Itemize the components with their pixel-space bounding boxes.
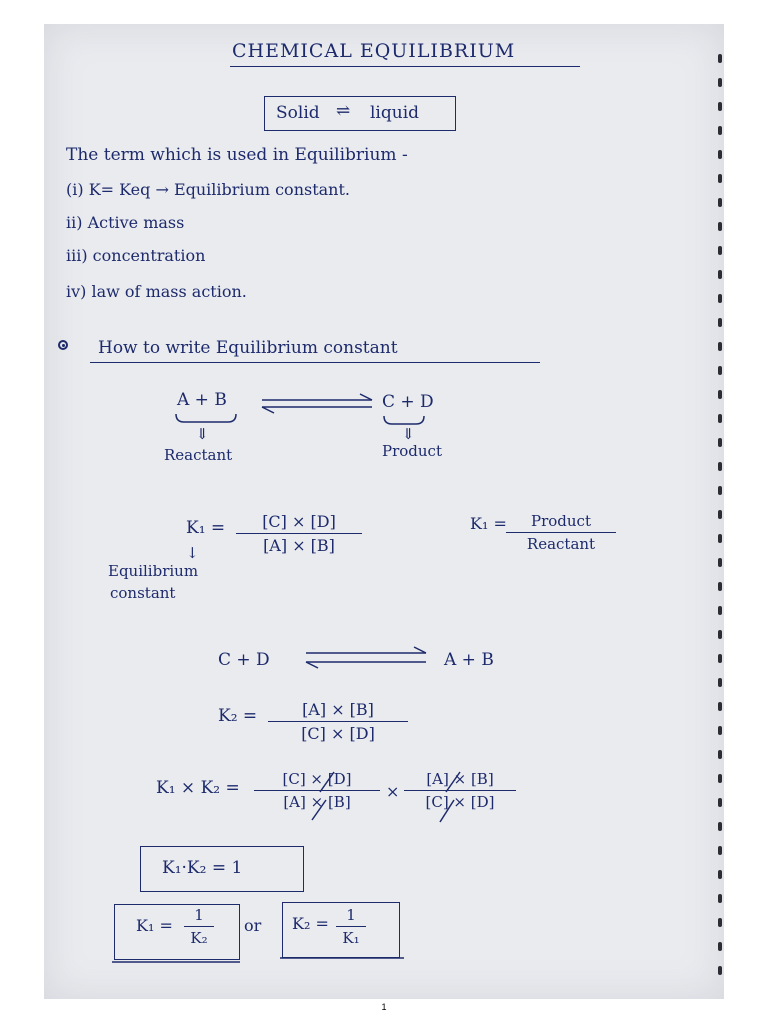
product-eq-num1: [C] × [D] <box>282 770 352 788</box>
k1-final-den: K₂ <box>190 929 208 947</box>
or-text: or <box>244 916 262 935</box>
reaction2-right: A + B <box>444 650 494 670</box>
equilibrium-arrow-icon: ⇌ <box>336 101 351 121</box>
term-item-4: iv) law of mass action. <box>66 282 247 301</box>
product-eq-lhs: K₁ × K₂ = <box>156 778 240 798</box>
k1-words-lhs: K₁ = <box>470 514 507 533</box>
term-item-1: (i) K= Keq → Equilibrium constant. <box>66 180 350 199</box>
product-word: Product <box>531 512 591 530</box>
times-sign: × <box>386 782 400 801</box>
reactant-word: Reactant <box>526 535 596 553</box>
solid-label: Solid <box>276 103 320 123</box>
reaction2-left: C + D <box>218 650 270 670</box>
product-eq-num2: [A] × [B] <box>426 770 494 788</box>
k2-final-num: 1 <box>346 906 356 924</box>
reaction1-left: A + B <box>177 390 227 410</box>
liquid-label: liquid <box>370 103 420 123</box>
k1-denominator: [A] × [B] <box>263 536 335 555</box>
k1-final-num: 1 <box>194 906 204 924</box>
down-arrow-icon: ↓ <box>186 544 199 562</box>
k2-numerator: [A] × [B] <box>302 700 374 719</box>
result-text: K₁·K₂ = 1 <box>162 858 243 878</box>
equilibrium-label: Equilibrium <box>108 562 199 580</box>
term-item-2: ii) Active mass <box>66 213 185 232</box>
page-number: 1 <box>381 1002 387 1012</box>
constant-label: constant <box>110 584 176 602</box>
product-eq-den2: [C] × [D] <box>425 793 495 811</box>
k2-denominator: [C] × [D] <box>301 724 375 743</box>
terms-heading: The term which is used in Equilibrium - <box>66 145 408 165</box>
k2-final-lhs: K₂ = <box>292 914 329 933</box>
down-arrow-icon: ⇓ <box>196 425 209 443</box>
k2-final-den: K₁ <box>342 929 360 947</box>
k1-lhs: K₁ = <box>186 518 226 538</box>
k2-lhs: K₂ = <box>218 706 258 726</box>
product-eq-den1: [A] × [B] <box>283 793 351 811</box>
section-heading: How to write Equilibrium constant <box>98 338 398 358</box>
product-label: Product <box>382 442 442 460</box>
k1-numerator: [C] × [D] <box>262 512 336 531</box>
k1-final-lhs: K₁ = <box>136 916 173 935</box>
reactant-label: Reactant <box>164 446 233 464</box>
reaction1-right: C + D <box>382 392 434 412</box>
down-arrow-icon: ⇓ <box>402 425 415 443</box>
page-title: CHEMICAL EQUILIBRIUM <box>232 40 516 62</box>
term-item-3: iii) concentration <box>66 246 206 265</box>
